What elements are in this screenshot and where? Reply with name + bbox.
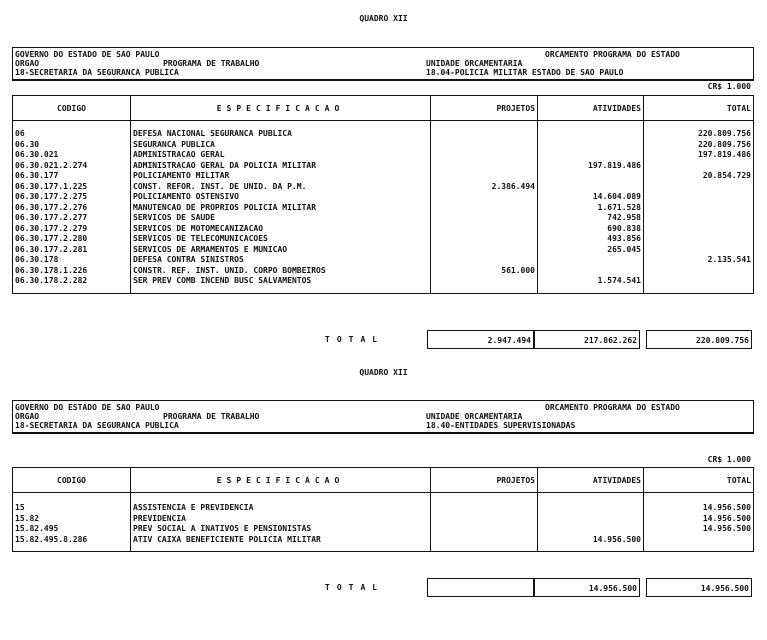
cell-atividades: 493.856 xyxy=(538,234,644,245)
cell-total xyxy=(644,203,754,214)
cell-projetos xyxy=(431,129,538,140)
secretariat-value: 18-SECRETARIA DA SEGURANCA PUBLICA xyxy=(15,421,179,430)
currency-unit: CR$ 1.000 xyxy=(707,82,751,91)
column-header-total: TOTAL xyxy=(644,96,754,121)
cell-description: SERVICOS DE MOTOMECANIZACAO xyxy=(131,224,431,235)
table-row xyxy=(13,535,754,546)
column-header-codigo: CODIGO xyxy=(13,96,131,121)
column-header-atividades: ATIVIDADES xyxy=(538,96,644,121)
table-row xyxy=(13,514,754,525)
cell-projetos xyxy=(431,535,538,546)
cell-total xyxy=(644,213,754,224)
cell-total: 220.809.756 xyxy=(644,129,754,140)
table-row xyxy=(13,266,754,277)
cell-description: SER PREV COMB INCEND BUSC SALVAMENTOS xyxy=(131,276,431,287)
cell-code: 06.30.177 xyxy=(13,171,131,182)
table-row xyxy=(13,234,754,245)
cell-total xyxy=(644,535,754,546)
cell-atividades: 1.671.528 xyxy=(538,203,644,214)
cell-description: POLICIAMENTO MILITAR xyxy=(131,171,431,182)
cell-total xyxy=(644,276,754,287)
total-projetos xyxy=(427,578,534,597)
cell-description: ATIV CAIXA BENEFICIENTE POLICIA MILITAR xyxy=(131,535,431,546)
currency-unit: CR$ 1.000 xyxy=(707,455,751,464)
government-label: GOVERNO DO ESTADO DE SAO PAULO xyxy=(15,50,160,59)
cell-projetos: 561.000 xyxy=(431,266,538,277)
cell-description: MANUTENCAO DE PROPRIOS POLICIA MILITAR xyxy=(131,203,431,214)
cell-projetos xyxy=(431,255,538,266)
table-row xyxy=(13,150,754,161)
table-row xyxy=(13,203,754,214)
cell-total xyxy=(644,224,754,235)
table-row xyxy=(13,129,754,140)
cell-projetos xyxy=(431,150,538,161)
cell-projetos xyxy=(431,245,538,256)
cell-code: 06.30.177.2.280 xyxy=(13,234,131,245)
cell-total xyxy=(644,266,754,277)
cell-code: 06 xyxy=(13,129,131,140)
cell-projetos xyxy=(431,161,538,172)
cell-total: 20.854.729 xyxy=(644,171,754,182)
cell-projetos xyxy=(431,203,538,214)
cell-code: 06.30 xyxy=(13,140,131,151)
cell-description: DEFESA NACIONAL SEGURANCA PUBLICA xyxy=(131,129,431,140)
cell-code: 06.30.178.2.282 xyxy=(13,276,131,287)
cell-description: POLICIAMENTO OSTENSIVO xyxy=(131,192,431,203)
budget-program-label: ORCAMENTO PROGRAMA DO ESTADO xyxy=(545,403,680,412)
column-header-especificacao: ESPECIFICACAO xyxy=(131,96,431,121)
cell-atividades: 197.819.486 xyxy=(538,161,644,172)
cell-projetos xyxy=(431,503,538,514)
column-header-total: TOTAL xyxy=(644,468,754,493)
cell-atividades xyxy=(538,266,644,277)
cell-description: ADMINISTRACAO GERAL xyxy=(131,150,431,161)
cell-atividades xyxy=(538,129,644,140)
cell-projetos xyxy=(431,524,538,535)
cell-atividades: 690.838 xyxy=(538,224,644,235)
cell-total xyxy=(644,182,754,193)
cell-description: SERVICOS DE SAUDE xyxy=(131,213,431,224)
cell-atividades: 14.956.500 xyxy=(538,535,644,546)
table-row xyxy=(13,524,754,535)
cell-projetos xyxy=(431,213,538,224)
cell-projetos xyxy=(431,140,538,151)
work-program-label: PROGRAMA DE TRABALHO xyxy=(163,59,260,68)
budget-unit-label: UNIDADE ORCAMENTARIA xyxy=(426,59,523,68)
cell-code: 06.30.177.2.276 xyxy=(13,203,131,214)
cell-total: 220.809.756 xyxy=(644,140,754,151)
cell-atividades xyxy=(538,255,644,266)
cell-atividades xyxy=(538,524,644,535)
cell-atividades xyxy=(538,182,644,193)
cell-description: PREVIDENCIA xyxy=(131,514,431,525)
cell-atividades: 742.958 xyxy=(538,213,644,224)
cell-projetos xyxy=(431,276,538,287)
column-header-projetos: PROJETOS xyxy=(431,96,538,121)
table-row xyxy=(13,213,754,224)
cell-description: PREV SOCIAL A INATIVOS E PENSIONISTAS xyxy=(131,524,431,535)
table-row xyxy=(13,245,754,256)
header-box xyxy=(12,400,754,434)
total-atividades: 217.862.262 xyxy=(534,330,640,349)
table-row xyxy=(13,224,754,235)
cell-code: 06.30.177.2.277 xyxy=(13,213,131,224)
cell-description: ASSISTENCIA E PREVIDENCIA xyxy=(131,503,431,514)
cell-atividades: 14.604.089 xyxy=(538,192,644,203)
table-row xyxy=(13,192,754,203)
section-title: QUADRO XII xyxy=(359,14,408,23)
cell-description: SERVICOS DE ARMAMENTOS E MUNICAO xyxy=(131,245,431,256)
work-program-label: PROGRAMA DE TRABALHO xyxy=(163,412,260,421)
column-header-codigo: CODIGO xyxy=(13,468,131,493)
column-header-atividades: ATIVIDADES xyxy=(538,468,644,493)
cell-code: 06.30.021.2.274 xyxy=(13,161,131,172)
orgao-label: ORGAO xyxy=(15,59,40,68)
cell-projetos xyxy=(431,171,538,182)
cell-code: 15.82.495.8.286 xyxy=(13,535,131,546)
cell-description: ADMINISTRACAO GERAL DA POLICIA MILITAR xyxy=(131,161,431,172)
cell-atividades xyxy=(538,140,644,151)
total-atividades: 14.956.500 xyxy=(534,578,640,597)
cell-total: 14.956.500 xyxy=(644,503,754,514)
cell-code: 06.30.178.1.226 xyxy=(13,266,131,277)
orgao-label: ORGAO xyxy=(15,412,40,421)
cell-total xyxy=(644,161,754,172)
cell-code: 15.82.495 xyxy=(13,524,131,535)
table-row xyxy=(13,503,754,514)
column-header-especificacao: ESPECIFICACAO xyxy=(131,468,431,493)
cell-code: 06.30.177.2.279 xyxy=(13,224,131,235)
cell-code: 06.30.178 xyxy=(13,255,131,266)
cell-atividades xyxy=(538,171,644,182)
total-projetos: 2.947.494 xyxy=(427,330,534,349)
cell-atividades: 1.574.541 xyxy=(538,276,644,287)
table-row xyxy=(13,255,754,266)
cell-projetos: 2.386.494 xyxy=(431,182,538,193)
cell-projetos xyxy=(431,192,538,203)
total-label: TOTAL xyxy=(325,583,385,592)
cell-description: CONST. REFOR. INST. DE UNID. DA P.M. xyxy=(131,182,431,193)
cell-projetos xyxy=(431,234,538,245)
cell-total: 14.956.500 xyxy=(644,524,754,535)
table-row xyxy=(13,182,754,193)
cell-total: 197.819.486 xyxy=(644,150,754,161)
total-total: 220.809.756 xyxy=(646,330,752,349)
cell-total xyxy=(644,234,754,245)
header-box xyxy=(12,47,754,81)
table-row xyxy=(13,161,754,172)
cell-projetos xyxy=(431,514,538,525)
cell-total: 2.135.541 xyxy=(644,255,754,266)
cell-projetos xyxy=(431,224,538,235)
cell-code: 15.82 xyxy=(13,514,131,525)
budget-unit-label: UNIDADE ORCAMENTARIA xyxy=(426,412,523,421)
budget-unit-value: 18.40-ENTIDADES SUPERVISIONADAS xyxy=(426,421,576,430)
cell-total xyxy=(644,192,754,203)
cell-description: DEFESA CONTRA SINISTROS xyxy=(131,255,431,266)
table-row xyxy=(13,171,754,182)
total-total: 14.956.500 xyxy=(646,578,752,597)
cell-atividades xyxy=(538,150,644,161)
cell-atividades: 265.045 xyxy=(538,245,644,256)
cell-total xyxy=(644,245,754,256)
secretariat-value: 18-SECRETARIA DA SEGURANCA PUBLICA xyxy=(15,68,179,77)
cell-atividades xyxy=(538,514,644,525)
budget-table xyxy=(12,467,754,552)
budget-unit-value: 18.04-POLICIA MILITAR ESTADO DE SAO PAULO xyxy=(426,68,624,77)
budget-program-label: ORCAMENTO PROGRAMA DO ESTADO xyxy=(545,50,680,59)
cell-description: SEGURANCA PUBLICA xyxy=(131,140,431,151)
cell-code: 06.30.177.2.275 xyxy=(13,192,131,203)
table-row xyxy=(13,276,754,287)
cell-code: 06.30.177.2.281 xyxy=(13,245,131,256)
cell-code: 06.30.177.1.225 xyxy=(13,182,131,193)
column-header-projetos: PROJETOS xyxy=(431,468,538,493)
cell-description: CONSTR. REF. INST. UNID. CORPO BOMBEIROS xyxy=(131,266,431,277)
cell-total: 14.956.500 xyxy=(644,514,754,525)
cell-code: 15 xyxy=(13,503,131,514)
total-label: TOTAL xyxy=(325,335,385,344)
cell-description: SERVICOS DE TELECOMUNICACOES xyxy=(131,234,431,245)
cell-code: 06.30.021 xyxy=(13,150,131,161)
government-label: GOVERNO DO ESTADO DE SAO PAULO xyxy=(15,403,160,412)
table-row xyxy=(13,140,754,151)
cell-atividades xyxy=(538,503,644,514)
budget-table xyxy=(12,95,754,294)
section-title: QUADRO XII xyxy=(359,368,408,377)
